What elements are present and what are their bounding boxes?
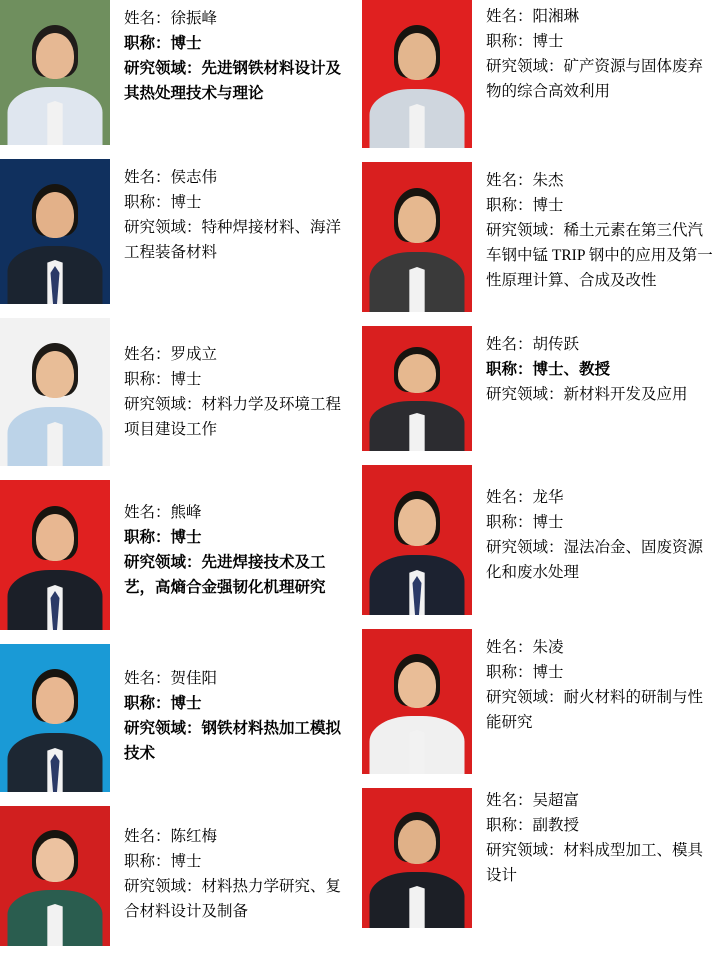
faculty-title bbox=[486, 660, 718, 685]
faculty-title bbox=[486, 193, 718, 218]
photo-face bbox=[398, 662, 436, 708]
faculty-research-value: 先进钢铁材料设计及其热处理技术与理论 bbox=[124, 60, 342, 103]
faculty-name-label: 姓名： bbox=[486, 639, 533, 656]
portrait-photo bbox=[362, 0, 472, 148]
faculty-name bbox=[124, 666, 356, 691]
faculty-info bbox=[472, 465, 718, 585]
faculty-research-label: 研究领域： bbox=[124, 396, 202, 414]
faculty-title-value: 博士 bbox=[532, 664, 564, 682]
photo-face bbox=[398, 499, 436, 546]
faculty-name-label: 姓名： bbox=[486, 489, 533, 506]
faculty-title bbox=[124, 190, 356, 215]
faculty-research bbox=[124, 392, 356, 442]
faculty-info bbox=[472, 326, 718, 407]
faculty-research-value: 材料热力学研究、复合材料设计及制备 bbox=[124, 878, 342, 921]
faculty-info bbox=[110, 0, 356, 106]
faculty-title-value: 博士、教授 bbox=[532, 361, 611, 379]
faculty-research bbox=[486, 838, 718, 888]
faculty-title-value: 博士 bbox=[170, 194, 202, 212]
portrait-photo bbox=[362, 465, 472, 615]
faculty-research bbox=[486, 382, 718, 407]
faculty-entry bbox=[362, 0, 718, 148]
faculty-title-label: 职称： bbox=[124, 371, 171, 389]
faculty-title bbox=[486, 29, 718, 54]
faculty-name-value: 朱杰 bbox=[532, 172, 564, 189]
faculty-name-value: 龙华 bbox=[532, 489, 564, 506]
faculty-title-value: 博士 bbox=[170, 695, 202, 713]
faculty-title bbox=[124, 31, 356, 56]
faculty-entry-inner bbox=[0, 159, 356, 304]
faculty-name bbox=[124, 824, 356, 849]
faculty-title-label: 职称： bbox=[486, 664, 533, 682]
faculty-entry-inner bbox=[0, 318, 356, 466]
faculty-name-value: 阳湘琳 bbox=[532, 8, 580, 25]
faculty-title-label: 职称： bbox=[486, 514, 533, 532]
faculty-research-value: 先进焊接技术及工艺，高熵合金强韧化机理研究 bbox=[124, 554, 326, 597]
portrait-photo bbox=[362, 629, 472, 774]
faculty-name-label: 姓名： bbox=[124, 670, 171, 687]
faculty-title bbox=[124, 849, 356, 874]
faculty-title-label: 职称： bbox=[486, 361, 533, 379]
faculty-research bbox=[124, 550, 356, 600]
faculty-entry-inner bbox=[362, 788, 718, 928]
faculty-name-value: 熊峰 bbox=[170, 504, 202, 521]
faculty-research-value: 新材料开发及应用 bbox=[563, 386, 688, 404]
faculty-name-value: 侯志伟 bbox=[170, 169, 218, 186]
faculty-title bbox=[486, 357, 718, 382]
faculty-research-label: 研究领域： bbox=[486, 689, 564, 707]
faculty-title-value: 博士 bbox=[170, 529, 202, 547]
faculty-research bbox=[486, 685, 718, 735]
faculty-title-label: 职称： bbox=[486, 197, 533, 215]
faculty-name-label: 姓名： bbox=[124, 169, 171, 186]
portrait-photo bbox=[362, 788, 472, 928]
faculty-research bbox=[124, 215, 356, 265]
faculty-name-label: 姓名： bbox=[486, 8, 533, 25]
faculty-research bbox=[124, 56, 356, 106]
photo-face bbox=[36, 351, 74, 398]
faculty-name-value: 陈红梅 bbox=[170, 828, 218, 845]
faculty-title-label: 职称： bbox=[124, 194, 171, 212]
portrait-photo bbox=[0, 644, 110, 792]
faculty-research-label: 研究领域： bbox=[124, 720, 202, 738]
faculty-research-value: 耐火材料的研制与性能研究 bbox=[486, 689, 704, 732]
faculty-title-label: 职称： bbox=[486, 33, 533, 51]
faculty-research-value: 钢铁材料热加工模拟技术 bbox=[124, 720, 342, 763]
faculty-name bbox=[486, 332, 718, 357]
faculty-name bbox=[124, 342, 356, 367]
photo-face bbox=[36, 192, 74, 238]
faculty-entry bbox=[0, 644, 356, 792]
faculty-info bbox=[110, 806, 356, 924]
portrait-photo bbox=[0, 480, 110, 630]
photo-face bbox=[398, 33, 436, 80]
portrait-photo bbox=[0, 318, 110, 466]
faculty-title-value: 博士 bbox=[532, 197, 564, 215]
faculty-title-label: 职称： bbox=[486, 817, 533, 835]
faculty-entry-inner bbox=[362, 0, 718, 148]
faculty-research-value: 材料成型加工、模具设计 bbox=[486, 842, 704, 885]
faculty-research-label: 研究领域： bbox=[124, 219, 202, 237]
faculty-research-label: 研究领域： bbox=[124, 554, 202, 572]
faculty-research-value: 稀土元素在第三代汽车钢中锰 TRIP 钢中的应用及第一性原理计算、合成及改性 bbox=[486, 222, 713, 290]
faculty-name-label: 姓名： bbox=[124, 504, 171, 521]
faculty-name-label: 姓名： bbox=[124, 828, 171, 845]
portrait-photo bbox=[362, 162, 472, 312]
faculty-name-label: 姓名： bbox=[486, 172, 533, 189]
photo-face bbox=[398, 196, 436, 243]
faculty-info bbox=[110, 159, 356, 265]
faculty-name-label: 姓名： bbox=[124, 10, 171, 27]
faculty-research-value: 材料力学及环境工程项目建设工作 bbox=[124, 396, 342, 439]
faculty-name bbox=[486, 635, 718, 660]
faculty-research-label: 研究领域： bbox=[486, 539, 564, 557]
faculty-title-value: 博士 bbox=[170, 35, 202, 53]
faculty-name-label: 姓名： bbox=[486, 336, 533, 353]
faculty-research bbox=[486, 535, 718, 585]
photo-face bbox=[36, 33, 74, 79]
faculty-name-value: 罗成立 bbox=[170, 346, 218, 363]
portrait-photo bbox=[0, 806, 110, 946]
portrait-photo bbox=[0, 159, 110, 304]
portrait-photo bbox=[0, 0, 110, 145]
faculty-research-label: 研究领域： bbox=[486, 222, 564, 240]
faculty-research-label: 研究领域： bbox=[486, 386, 564, 404]
faculty-info bbox=[110, 644, 356, 766]
faculty-name bbox=[486, 788, 718, 813]
faculty-title bbox=[124, 367, 356, 392]
faculty-entry-inner bbox=[0, 0, 356, 145]
faculty-title-value: 博士 bbox=[532, 514, 564, 532]
faculty-entry bbox=[0, 480, 356, 630]
faculty-name-value: 徐振峰 bbox=[170, 10, 218, 27]
faculty-name bbox=[486, 168, 718, 193]
faculty-entry bbox=[362, 326, 718, 451]
faculty-entry-inner bbox=[0, 806, 356, 946]
faculty-entry bbox=[0, 0, 356, 145]
faculty-name-value: 贺佳阳 bbox=[170, 670, 218, 687]
faculty-entry-inner bbox=[0, 644, 356, 792]
faculty-name bbox=[124, 165, 356, 190]
faculty-entry bbox=[0, 318, 356, 466]
faculty-research bbox=[486, 218, 718, 293]
faculty-name-value: 胡传跃 bbox=[532, 336, 580, 353]
faculty-info bbox=[472, 788, 718, 888]
faculty-title bbox=[124, 525, 356, 550]
faculty-research-label: 研究领域： bbox=[486, 842, 564, 860]
faculty-title bbox=[486, 813, 718, 838]
faculty-research-value: 矿产资源与固体废弃物的综合高效利用 bbox=[486, 58, 704, 101]
photo-face bbox=[36, 514, 74, 561]
faculty-entry bbox=[362, 162, 718, 312]
faculty-entry-inner bbox=[362, 465, 718, 615]
faculty-research-label: 研究领域： bbox=[486, 58, 564, 76]
faculty-entry bbox=[0, 159, 356, 304]
faculty-research-value: 湿法冶金、固废资源化和废水处理 bbox=[486, 539, 704, 582]
faculty-title bbox=[124, 691, 356, 716]
faculty-entry-inner bbox=[362, 326, 718, 451]
faculty-title-label: 职称： bbox=[124, 853, 171, 871]
faculty-name-value: 吴超富 bbox=[532, 792, 580, 809]
faculty-name bbox=[486, 4, 718, 29]
faculty-research-label: 研究领域： bbox=[124, 60, 202, 78]
photo-face bbox=[36, 677, 74, 724]
faculty-name-value: 朱凌 bbox=[532, 639, 564, 656]
faculty-name bbox=[124, 500, 356, 525]
photo-face bbox=[36, 838, 74, 882]
faculty-info bbox=[110, 318, 356, 442]
faculty-entry-inner bbox=[0, 480, 356, 630]
faculty-entry bbox=[362, 788, 718, 928]
faculty-info bbox=[110, 480, 356, 600]
faculty-name-label: 姓名： bbox=[486, 792, 533, 809]
faculty-name-label: 姓名： bbox=[124, 346, 171, 363]
portrait-photo bbox=[362, 326, 472, 451]
faculty-info bbox=[472, 0, 718, 104]
faculty-entry-inner bbox=[362, 629, 718, 774]
faculty-entry-inner bbox=[362, 162, 718, 312]
faculty-research-value: 特种焊接材料、海洋工程装备材料 bbox=[124, 219, 342, 262]
faculty-title-value: 博士 bbox=[170, 853, 202, 871]
faculty-title-label: 职称： bbox=[124, 35, 171, 53]
faculty-name bbox=[486, 485, 718, 510]
right-column bbox=[362, 0, 718, 942]
left-column bbox=[0, 0, 356, 960]
faculty-research-label: 研究领域： bbox=[124, 878, 202, 896]
faculty-research bbox=[124, 716, 356, 766]
faculty-title-label: 职称： bbox=[124, 529, 171, 547]
faculty-research bbox=[124, 874, 356, 924]
faculty-info bbox=[472, 629, 718, 735]
photo-face bbox=[398, 820, 436, 864]
faculty-entry bbox=[362, 629, 718, 774]
faculty-title-label: 职称： bbox=[124, 695, 171, 713]
faculty-title-value: 博士 bbox=[532, 33, 564, 51]
faculty-info bbox=[472, 162, 718, 294]
faculty-research bbox=[486, 54, 718, 104]
photo-face bbox=[398, 354, 436, 393]
faculty-name bbox=[124, 6, 356, 31]
faculty-entry bbox=[0, 806, 356, 946]
faculty-entry bbox=[362, 465, 718, 615]
faculty-title-value: 博士 bbox=[170, 371, 202, 389]
faculty-title bbox=[486, 510, 718, 535]
faculty-title-value: 副教授 bbox=[532, 817, 580, 835]
